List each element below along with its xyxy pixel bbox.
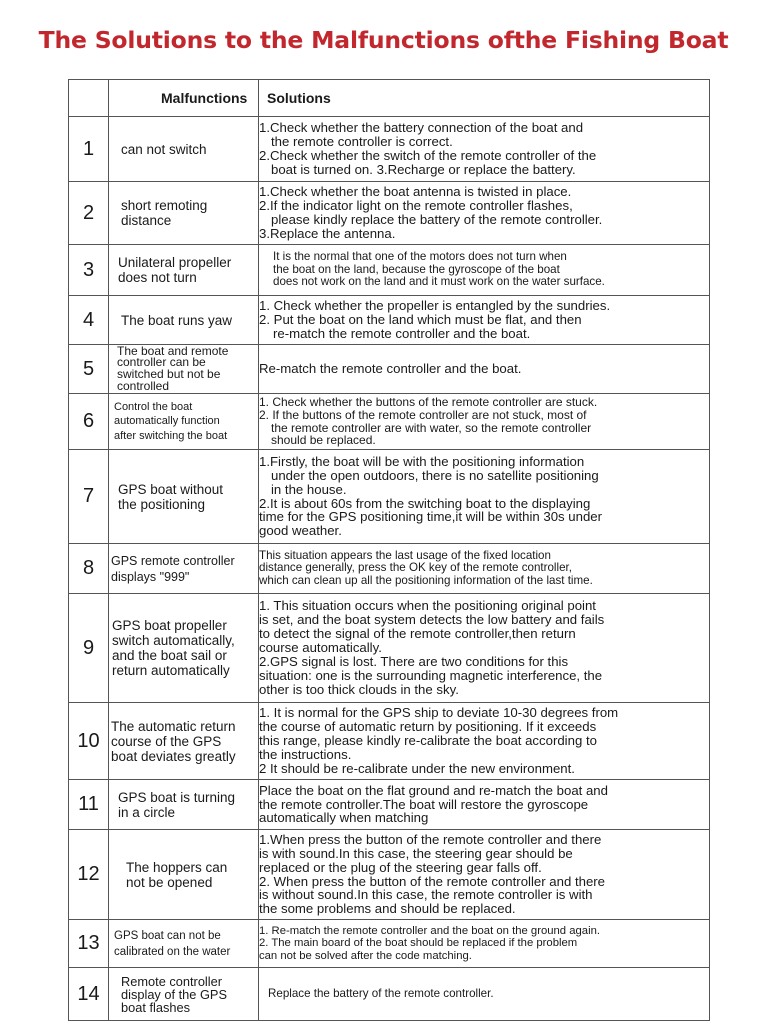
solution-line: 2.Check whether the switch of the remote controller of the — [259, 148, 597, 163]
table-header-row — [69, 80, 710, 117]
solution-cell — [259, 296, 710, 345]
solution-line: this range, please kindly re-calibrate the boat according to — [259, 733, 597, 749]
solution-line: automatically when matching — [259, 810, 429, 826]
malfunction-line: boat flashes — [121, 999, 191, 1015]
malfunction-cell — [109, 182, 259, 245]
malfunction-line: distance — [121, 213, 172, 228]
solution-cell — [259, 117, 710, 182]
solution-line: replaced or the plug of the steering gear falls off. — [259, 859, 542, 875]
malfunction-line: does not turn — [118, 270, 197, 285]
solution-line: course automatically. — [259, 640, 382, 656]
row-number: 14 — [69, 968, 109, 1021]
solution-line: under the open outdoors, there is no satellite positioning — [271, 467, 599, 483]
solution-cell — [259, 182, 710, 245]
malfunction-line: The boat and remote — [117, 343, 229, 358]
malfunction-line: calibrated on the water — [114, 945, 231, 958]
row-number: 12 — [69, 830, 109, 920]
solution-line: the boat on the land, because the gyroscope of the boat — [273, 262, 560, 276]
solution-cell — [259, 780, 710, 830]
solution-line: Replace the battery of the remote controller. — [268, 986, 494, 1000]
table-row — [69, 703, 710, 780]
solution-line: does not work on the land and it must work on the water surface. — [273, 275, 605, 289]
table-row — [69, 450, 710, 544]
solution-line: the some problems and should be replaced. — [259, 901, 516, 917]
table-row — [69, 830, 710, 920]
malfunction-line: Remote controller — [121, 973, 222, 989]
solution-line: should be replaced. — [271, 433, 376, 448]
malfunction-line: switched but not be — [117, 367, 221, 381]
table-row — [69, 117, 710, 182]
malfunction-line: can not switch — [121, 141, 207, 157]
malfunction-line: displays "999" — [111, 569, 190, 584]
solution-line: is with sound.In this case, the steering gear should be — [259, 845, 573, 861]
row-number: 2 — [69, 182, 109, 245]
row-number: 1 — [69, 117, 109, 182]
malfunction-line: GPS boat propeller — [112, 618, 227, 633]
malfunction-cell — [109, 245, 259, 296]
solution-line: boat is turned on. 3.Recharge or replace the battery. — [271, 161, 576, 177]
solution-line: is without sound.In this case, the remote controller is with — [259, 887, 593, 903]
malfunction-cell — [109, 703, 259, 780]
malfunction-cell — [109, 296, 259, 345]
row-number: 3 — [69, 245, 109, 296]
malfunction-line: and the boat sail or — [112, 648, 227, 663]
malfunction-line: display of the GPS — [121, 986, 227, 1002]
solution-line: 1.When press the button of the remote controller and there — [259, 831, 602, 847]
malfunction-line: short remoting — [121, 198, 208, 213]
solution-cell — [259, 345, 710, 394]
malfunction-line: after switching the boat — [114, 429, 228, 442]
solution-line: Place the boat on the flat ground and re-match the boat and — [259, 782, 608, 798]
solution-line: Re-match the remote controller and the boat. — [259, 361, 522, 377]
solution-line: 1.Firstly, the boat will be with the positioning information — [259, 453, 585, 469]
row-number: 4 — [69, 296, 109, 345]
malfunction-line: boat deviates greatly — [111, 748, 236, 764]
solution-line: 2.If the indicator light on the remote controller flashes, — [259, 198, 573, 214]
solution-cell — [259, 830, 710, 920]
malfunction-cell — [109, 117, 259, 182]
header-malfunctions: Malfunctions — [109, 80, 259, 117]
solution-line: re-match the remote controller and the boat. — [273, 325, 531, 341]
solution-cell — [259, 394, 710, 450]
row-number: 6 — [69, 394, 109, 450]
solution-line: the remote controller.The boat will restore the gyroscope — [259, 796, 589, 812]
solution-line: the course of automatic return by positioning. If it exceeds — [259, 719, 597, 735]
solution-line: 2. If the buttons of the remote controller are not stuck, most of — [259, 407, 587, 422]
solution-cell — [259, 245, 710, 296]
table-row — [69, 345, 710, 394]
solution-line: the remote controller is correct. — [271, 134, 453, 150]
malfunction-line: in a circle — [118, 804, 176, 820]
malfunction-line: switch automatically, — [112, 633, 235, 648]
malfunction-cell — [109, 830, 259, 920]
malfunction-line: The hoppers can — [126, 859, 228, 875]
solution-line: 1. Re-match the remote controller and the boat on the ground again. — [259, 924, 601, 937]
solution-cell — [259, 450, 710, 544]
solution-cell — [259, 920, 710, 968]
malfunction-cell — [109, 450, 259, 544]
solution-line: to detect the signal of the remote controller,then return — [259, 626, 576, 642]
malfunction-line: not be opened — [126, 874, 213, 890]
malfunction-line: controller can be — [117, 355, 206, 370]
malfunction-line: controlled — [117, 378, 170, 393]
malfunction-line: GPS remote controller — [111, 553, 235, 568]
table-row — [69, 394, 710, 450]
table-row — [69, 920, 710, 968]
solution-cell — [259, 594, 710, 703]
table-row — [69, 245, 710, 296]
solution-line: is set, and the boat system detects the low battery and fails — [259, 612, 605, 628]
malfunction-line: Control the boat — [114, 400, 193, 413]
solution-line: 1.Check whether the boat antenna is twisted in place. — [259, 184, 572, 200]
table-row — [69, 296, 710, 345]
malfunction-line: Unilateral propeller — [118, 255, 232, 270]
malfunction-line: course of the GPS — [111, 733, 222, 749]
table-row — [69, 968, 710, 1021]
solution-line: This situation appears the last usage of the fixed location — [259, 548, 551, 562]
solution-line: 2 It should be re-calibrate under the new environment. — [259, 760, 575, 776]
malfunction-cell — [109, 394, 259, 450]
solution-line: 2. Put the boat on the land which must be flat, and then — [259, 312, 582, 328]
solution-cell — [259, 703, 710, 780]
solution-line: in the house. — [271, 481, 347, 497]
malfunction-line: return automatically — [112, 663, 230, 678]
malfunction-cell — [109, 968, 259, 1021]
solution-line: 1. This situation occurs when the positioning original point — [259, 598, 596, 614]
row-number: 5 — [69, 345, 109, 394]
malfunction-line: GPS boat without — [118, 481, 224, 497]
solution-line: 2. When press the button of the remote controller and there — [259, 873, 606, 889]
malfunction-line: GPS boat can not be — [114, 929, 221, 942]
solution-line: It is the normal that one of the motors does not turn when — [273, 250, 567, 264]
solution-line: time for the GPS positioning time,it will be within 30s under — [259, 509, 603, 525]
header-solutions: Solutions — [259, 80, 710, 117]
table-row — [69, 780, 710, 830]
row-number: 11 — [69, 780, 109, 830]
solution-line: 1. Check whether the buttons of the remote controller are stuck. — [259, 395, 598, 410]
solution-line: 3.Replace the antenna. — [259, 225, 396, 241]
malfunction-table — [68, 79, 710, 1021]
solution-cell — [259, 544, 710, 594]
row-number: 7 — [69, 450, 109, 544]
malfunction-cell — [109, 594, 259, 703]
solution-line: 2. The main board of the boat should be replaced if the problem — [259, 937, 578, 950]
malfunction-line: the positioning — [118, 496, 206, 512]
row-number: 8 — [69, 544, 109, 594]
solution-line: distance generally, press the OK key of the remote controller, — [259, 561, 572, 575]
malfunction-line: The automatic return — [111, 718, 236, 734]
table-row — [69, 544, 710, 594]
malfunction-cell — [109, 544, 259, 594]
row-number: 9 — [69, 594, 109, 703]
solution-line: 1. It is normal for the GPS ship to deviate 10-30 degrees from — [259, 705, 619, 721]
page-title: The Solutions to the Malfunctions ofthe Fishing Boat — [38, 26, 729, 54]
solution-line: can not be solved after the code matching. — [259, 949, 472, 962]
solution-line: other is too thick clouds in the sky. — [259, 681, 459, 697]
solution-cell — [259, 968, 710, 1021]
malfunction-cell — [109, 920, 259, 968]
table-row — [69, 594, 710, 703]
row-number: 13 — [69, 920, 109, 968]
solution-line: 1. Check whether the propeller is entangled by the sundries. — [259, 298, 611, 314]
solution-line: please kindly replace the battery of the remote controller. — [271, 212, 603, 227]
table-row — [69, 182, 710, 245]
solution-line: good weather. — [259, 523, 342, 539]
malfunction-line: The boat runs yaw — [121, 312, 233, 328]
solution-line: the instructions. — [259, 746, 352, 762]
malfunction-cell — [109, 780, 259, 830]
solution-line: 1.Check whether the battery connection of the boat and — [259, 120, 584, 136]
header-number — [69, 80, 109, 117]
solution-line: situation: one is the surrounding magnetic interference, the — [259, 667, 603, 683]
row-number: 10 — [69, 703, 109, 780]
solution-line: 2.GPS signal is lost. There are two conditions for this — [259, 653, 569, 669]
malfunction-line: automatically function — [114, 415, 220, 428]
malfunction-line: GPS boat is turning — [118, 789, 236, 805]
solution-line: the remote controller are with water, so the remote controller — [271, 420, 592, 435]
solution-line: 2.It is about 60s from the switching boat to the displaying — [259, 495, 591, 511]
malfunction-cell — [109, 345, 259, 394]
solution-line: which can clean up all the positioning information of the last time. — [259, 573, 593, 587]
